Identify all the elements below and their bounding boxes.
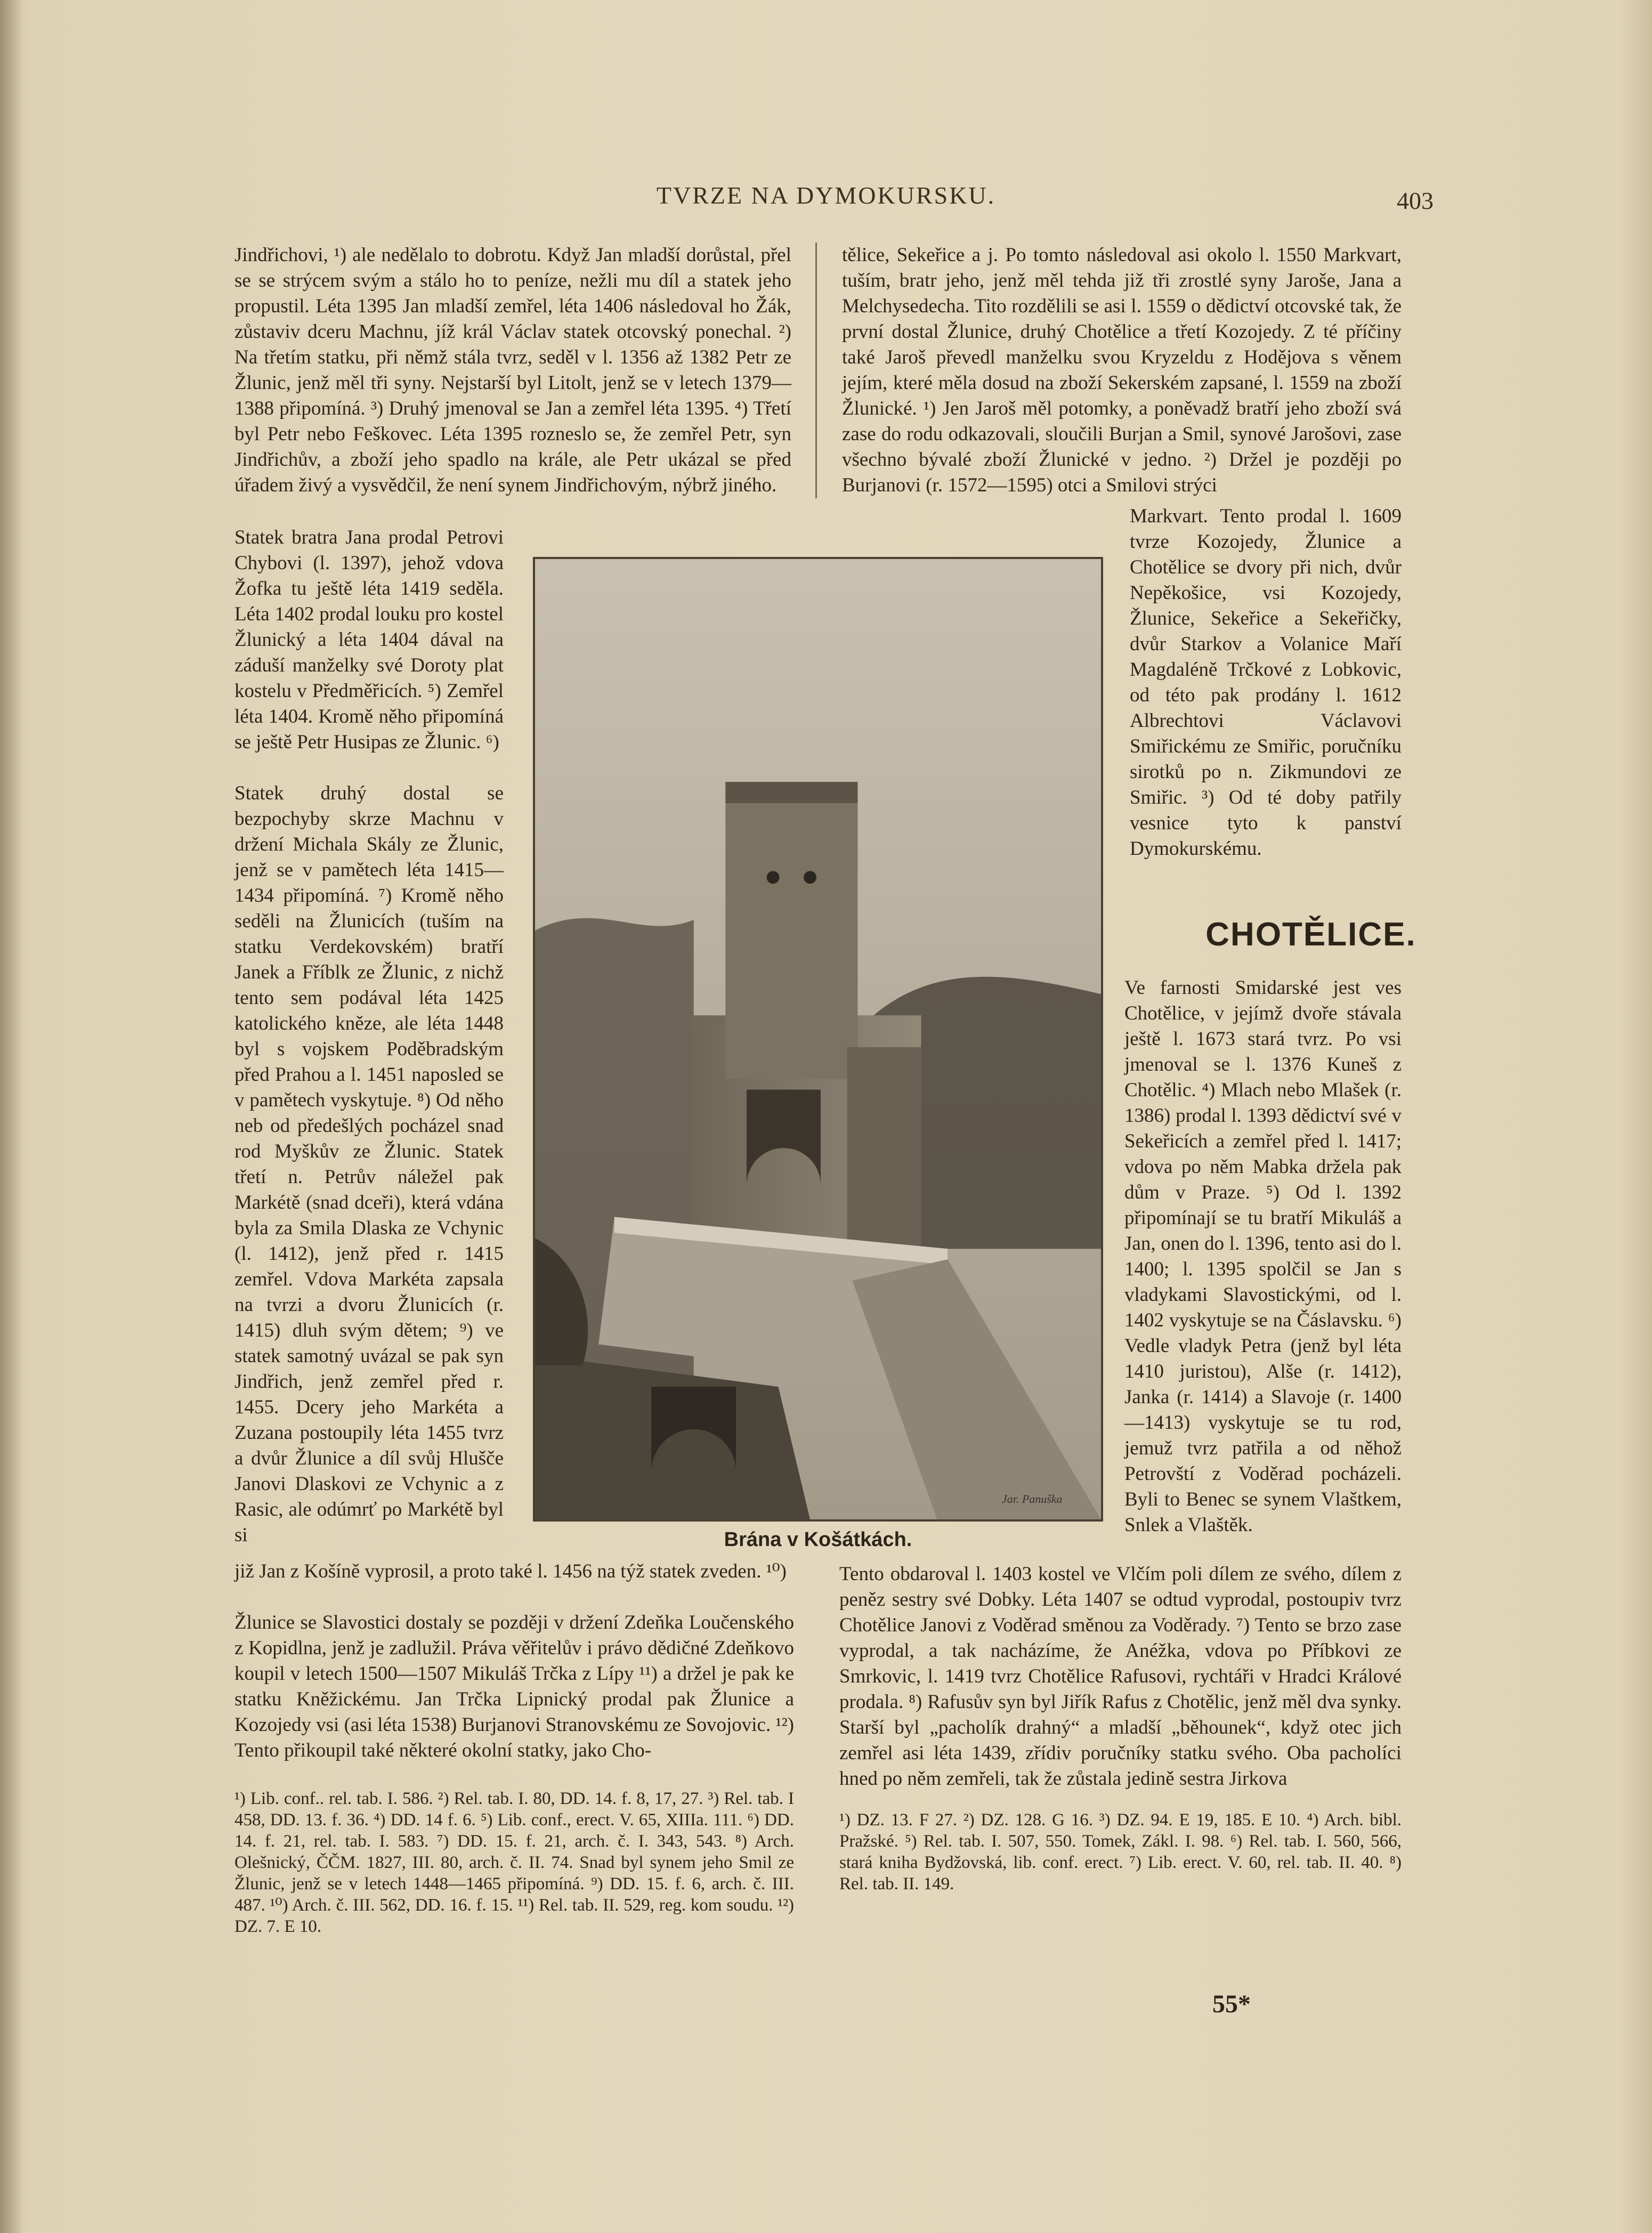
running-header: TVRZE NA DYMOKURSKU. bbox=[656, 182, 996, 209]
illustration-caption: Brána v Košátkách. bbox=[724, 1528, 912, 1551]
right-top-paragraph: tělice, Sekeřice a j. Po tomto následoval asi okolo l. 1550 Markvart, tuším, bratr jeho, jenž měl tehda již tři zrostlé syny Jaroše, Jana a Melchysedecha. Tito rozdělili se asi l. 1559 o dědictví otcovské tak, že první dostal Žlunice, druhý Chotělice a třetí Kozojedy. Z té příčiny také Jaroš převedl manželku svou Kryzeldu z Hodějova s věnem jejím, které měla dosud na zboží Sekerském zapsané, l. 1559 na zboží Žlunické. ¹) Jen Jaroš měl potomky, a poněvadž bratří jeho zboží svá zase do rodu odkazovali, sloučili Burjan a Smil, synové Jarošovi, zase všechno bývalé zboží Žlunické v jedno. ²) Držel je později po Burjanovi (r. 1572—1595) otci a Smilovi strýci bbox=[842, 244, 1402, 496]
gate-engraving-image bbox=[535, 559, 1101, 1519]
left-bottom-paragraph: již Jan z Košíně vyprosil, a proto také l. 1456 na týž statek zveden. ¹⁰) Žlunice se Slavostici dostaly se později v držení Zdeňka Loučenského z Kopidlna, jenž je zadlužil. Práva věřitelův i právo dědičné Zdeňkovo koupil v letech 1500—1507 Mikuláš Trčka z Lípy ¹¹) a držel je pak ke statku Kněžickému. Jan Trčka Lipnický prodal pak Žlunice a Kozojedy vsi (asi léta 1538) Burjanovi Stranovskému ze Sovojovic. ¹²) Tento přikoupil také některé okolní statky, jako Cho- bbox=[234, 1560, 794, 1761]
right-narrow-column: Markvart. Tento prodal l. 1609 tvrze Kozojedy, Žlunice a Chotělice se dvory při nich, dvůr Nepěkošice, vsi Kozojedy, Žlunice, Sekeřice a Sekeřičky, dvůr Starkov a Volanice Maří Magdaléně Trčkové z Lobkovic, od této pak prodány l. 1612 Albrechtovi Václavovi Smiřickému ze Smiřic, poručníku sirotků po n. Zikmundovi ze Smiřic. ³) Od té doby patřily vesnice tyto k panství Dymokurskému. bbox=[1130, 505, 1402, 860]
illustration-gate bbox=[533, 557, 1103, 1522]
illustration-signature: Jar. Panuška bbox=[1002, 1492, 1063, 1506]
page-binding-edge bbox=[0, 0, 21, 2233]
right-section-paragraph: Ve farnosti Smidarské jest ves Chotělice, v jejímž dvoře stávala ještě l. 1673 stará tvrz. Po vsi jmenoval se l. 1376 Kuneš z Chotělic. ⁴) Mlach nebo Mlašek (r. 1386) prodal l. 1393 dědictví své v Sekeřicích a zemřel před l. 1417; vdova po něm Mabka držela pak dům v Praze. ⁵) Od l. 1392 připomínají se tu bratří Mikuláš a Jan, onen do l. 1396, tento asi do l. 1400; l. 1395 spolčil se Jan s vladykami Slavostickými, od l. 1402 vyskytuje se na Čáslavsku. ⁶) Vedle vladyk Petra (jenž byl léta 1410 juristou), Alše (r. 1412), Janka (r. 1414) a Slavoje (r. 1400—1413) vyskytuje se tu rod, jemuž tvrz patřila a od něhož Petrovští z Voděrad pocházeli. Byli to Benec se synem Vlaštkem, Snlek a Vlaštěk. bbox=[1124, 977, 1402, 1536]
left-narrow-column: Statek bratra Jana prodal Petrovi Chybovi (l. 1397), jehož vdova Žofka tu ještě léta 1419 seděla. Léta 1402 prodal louku pro kostel Žlunický a léta 1404 dával na záduší manželky své Doroty plat kostelu v Předměřicích. ⁵) Zemřel léta 1404. Kromě něho připomíná se ještě Petr Husipas ze Žlunic. ⁶) Statek druhý dostal se bezpochyby skrze Machnu v držení Michala Skály ze Žlunic, jenž se v pamětech léta 1415—1434 připomíná. ⁷) Kromě něho seděli na Žlunicích (tuším na statku Verdekovském) bratří Janek a Fříblk ze Žlunic, z nichž tento sem podával léta 1425 katolického kněze, ale léta 1448 byl s vojskem Poděbradským před Prahou a l. 1451 naposled se v pamětech vyskytuje. ⁸) Od něho neb od předešlých pocházel snad rod Myškův ze Žlunic. Statek třetí n. Petrův náležel pak Markétě (snad dceři), která vdána byla za Smila Dlaska ze Vchynic (l. 1412), jenž před r. 1415 zemřel. Vdova Markéta zapsala na tvrzi a dvoru Žlunicích (r. 1415) dluh svým dětem; ⁹) ve statek samotný uvázal se pak syn Jindřich, jenž zemřel před r. 1455. Dcery jeho Markéta a Zuzana postoupily léta 1455 tvrz a dvůr Žlunice a díl svůj Hlušče Janovi Dlaskovi ze Vchynic a z Rasic, ale odúmrť po Markétě byl si bbox=[234, 527, 504, 1546]
right-bottom-paragraph: Tento obdaroval l. 1403 kostel ve Vlčím poli dílem ze svého, dílem z peněz sestry své Dobky. Léta 1407 se odtud vyprodal, postoupiv tvrz Chotělice Janovi z Voděrad směnou za Voděrady. ⁷) Tento se brzo zase vyprodal, a tak nacházíme, že Anéžka, vdova po Příbkovi ze Smrkovic, l. 1419 tvrz Chotělice Rafusovi, rychtáři v Hradci Králové prodala. ⁸) Rafusův syn byl Jiřík Rafus z Chotělic, jenž měl dva synky. Starší byl „pacholík drahný“ a mladší „běhounek“, když otec jich zemřel asi léta 1439, zřídiv poručníky statku svého. Oba pacholíci hned po něm zemřeli, tak že zůstala jedině sestra Jirkova bbox=[839, 1563, 1402, 1790]
left-top-paragraph: Jindřichovi, ¹) ale nedělalo to dobrotu. Když Jan mladší dorůstal, přel se se strýcem svým a stálo ho to peníze, nežli mu díl a statek jeho propustil. Léta 1395 Jan mladší zemřel, léta 1406 následoval ho Žák, zůstaviv dceru Machnu, jíž král Václav statek otcovský ponechal. ²) Na třetím statku, při němž stála tvrz, seděl v l. 1356 až 1382 Petr ze Žlunic, jenž měl tři syny. Nejstarší byl Litolt, jenž se v letech 1379—1388 připomíná. ³) Druhý jmenoval se Jan a zemřel léta 1395. ⁴) Třetí byl Petr nebo Feškovec. Léta 1395 rozneslo se, že zemřel Petr, syn Jindřichův, a zboží jeho spadlo na krále, ale Petr ukázal se před úřadem živý a vysvědčil, že není synem Jindřichovým, nýbrž jiného. bbox=[234, 244, 791, 496]
page-number: 403 bbox=[1397, 187, 1434, 214]
column-divider bbox=[815, 242, 817, 498]
left-footnotes: ¹) Lib. conf.. rel. tab. I. 586. ²) Rel. tab. I. 80, DD. 14. f. 8, 17, 27. ³) Rel. tab. I 458, DD. 13. f. 36. ⁴) DD. 14 f. 6. ⁵) Lib. conf., erect. V. 65, XIIIa. 111. ⁶) DD. 14. f. 21, rel. tab. I. 583. ⁷) DD. 15. f. 21, arch. č. I. 343, 543. ⁸) Arch. Olešnický, ČČM. 1827, III. 80, arch. č. II. 74. Snad byl synem jeho Smil ze Žlunic, jenž se v letech 1448—1465 připomíná. ⁹) DD. 15. f. 6, arch. č. III. 487. ¹⁰) Arch. č. III. 562, DD. 16. f. 15. ¹¹) Rel. tab. II. 529, reg. kom soudu. ¹²) DZ. 7. E 10. bbox=[234, 1789, 794, 1936]
right-footnotes: ¹) DZ. 13. F 27. ²) DZ. 128. G 16. ³) DZ. 94. E 19, 185. E 10. ⁴) Arch. bibl. Pražské. ⁵) Rel. tab. I. 507, 550. Tomek, Zákl. I. 98. ⁶) Rel. tab. I. 560, 566, stará kniha Bydžovská, lib. conf. erect. ⁷) Lib. erect. V. 60, rel. tab. II. 40. ⁸) Rel. tab. II. 149. bbox=[839, 1810, 1402, 1894]
section-heading: CHOTĚLICE. bbox=[1205, 916, 1416, 953]
signature-mark: 55* bbox=[1212, 1990, 1251, 2018]
